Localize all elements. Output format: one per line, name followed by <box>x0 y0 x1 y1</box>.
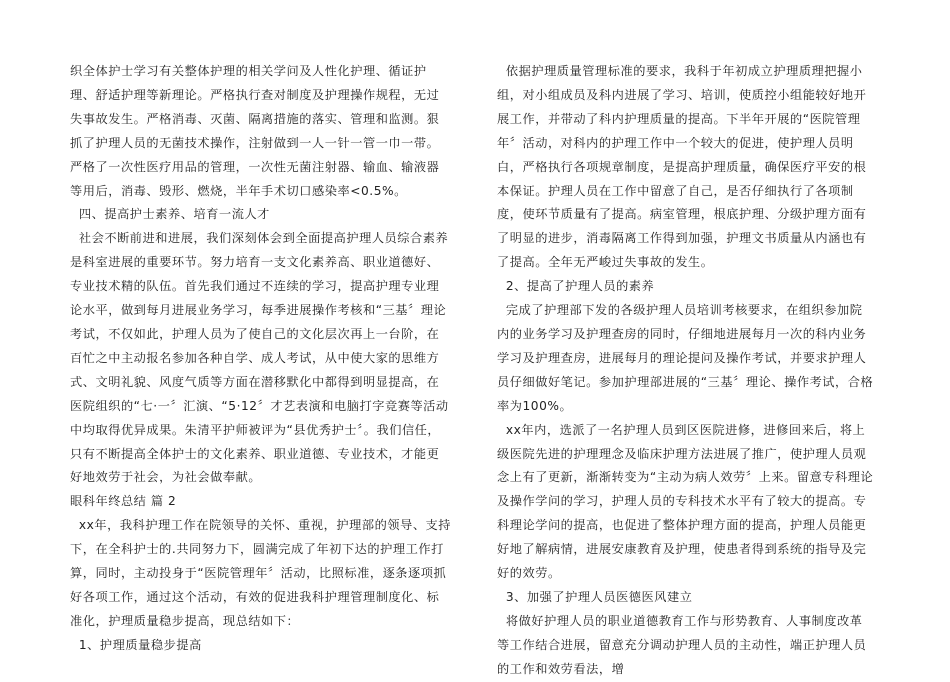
paragraph: xx年，我科护理工作在院领导的关怀、重视，护理部的领导、支持下，在全科护士的.共同努力下，圆满完成了年初下达的护理工作打算，同时，主动投身于“医院管理年〞活动，比照标准，逐条逐项抓好各项工作，通过这个活动，有效的促进我科护理管理制度化、标准化，护理质量稳步提高，现总结如下： <box>70 518 452 628</box>
section-heading: 四、提高护士素养、培育一流人才 <box>70 207 270 222</box>
paragraph: 织全体护士学习有关整体护理的相关学问及人性化护理、循证护理、舒适护理等新理论。严格执行查对制度及护理操作规程，无过失事故发生。严格消毒、灭菌、隔离措施的落实、管理和监测。狠抓了护理人员的无菌技术操作，注射做到一人一针一管一巾一带。严格了一次性医疗用品的管理，一次性无菌注射器、输血、输液器等用后，消毒、毁形、燃烧，半年手术切口感染率<0.5%。 <box>70 64 440 198</box>
paragraph: 依据护理质量管理标准的要求，我科于年初成立护理质理把握小组，对小组成员及科内进展了学习、培训，使质控小组能较好地开展工作，并带动了科内护理质量的提高。下半年开展的“医院管理年〞活动，对科内的护理工作中一个较大的促进，使护理人员明白，严格执行各项规章制度，是提高护理质量，确保医疗平安的根本保证。护理人员在工作中留意了自己，是否仔细执行了各项制度，使环节质量有了提高。病室管理，根底护理、分级护理方面有了明显的进步，消毒隔离工作得到加强，护理文书质量从内涵也有了提高。全年无严峻过失事故的发生。 <box>497 64 867 270</box>
section-heading: 2、提高了护理人员的素养 <box>497 279 655 294</box>
paragraph: 社会不断前进和进展，我们深刻体会到全面提高护理人员综合素养是科室进展的重要环节。努力培育一支文化素养高、职业道德好、专业技术精的队伍。首先我们通过不连续的学习，提高护理专业理论水平，做到每月进展业务学习，每季进展操作考核和“三基〞理论考试，不仅如此，护理人员为了使自己的文化层次再上一台阶，在百忙之中主动报名参加各种自学、成人考试，从中使大家的思维方式、文明礼貌、风度气质等方面在潜移默化中都得到明显提高，在医院组织的“七·一〞汇演、“5·12〞才艺表演和电脑打字竞赛等活动中均取得优异成果。朱清平护师被评为“县优秀护士〞。我们信任，只有不断提高全体护士的文化素养、职业道德、专业技术，才能更好地效劳于社会，为社会做奉献。 <box>70 231 449 485</box>
paragraph: 将做好护理人员的职业道德教育工作与形势教育、人事制度改革等工作结合进展，留意充分调动护理人员的主动性，端正护理人员的工作和效劳看法，增 <box>497 613 867 676</box>
section-heading: 1、护理质量稳步提高 <box>70 637 202 652</box>
right-column <box>497 60 875 682</box>
paragraph: xx年内，选派了一名护理人员到区医院进修，进修回来后，将上级医院先进的护理理念及临床护理方法进展了推广，使护理人员观念上有了更新，渐渐转变为“主动为病人效劳〞上来。留意专科理论及操作学问的学习，护理人员的专科技术水平有了较大的提高。专科理论学问的提高，也促进了整体护理方面的提高，护理人员能更好地了解病情，进展安康教育及护理，使患者得到系统的指导及完好的效劳。 <box>497 422 874 581</box>
paragraph: 完成了护理部下发的各级护理人员培训考核要求，在组织参加院内的业务学习及护理查房的同时，仔细地进展每月一次的科内业务学习及护理查房，进展每月的理论提问及操作考试，并要求护理人员仔细做好笔记。参加护理部进展的“三基〞理论、操作考试，合格率为100%。 <box>497 303 874 413</box>
article-title: 眼科年终总结 篇 2 <box>70 494 177 509</box>
section-heading: 3、加强了护理人员医德医风建立 <box>497 589 693 604</box>
left-column <box>70 60 452 658</box>
